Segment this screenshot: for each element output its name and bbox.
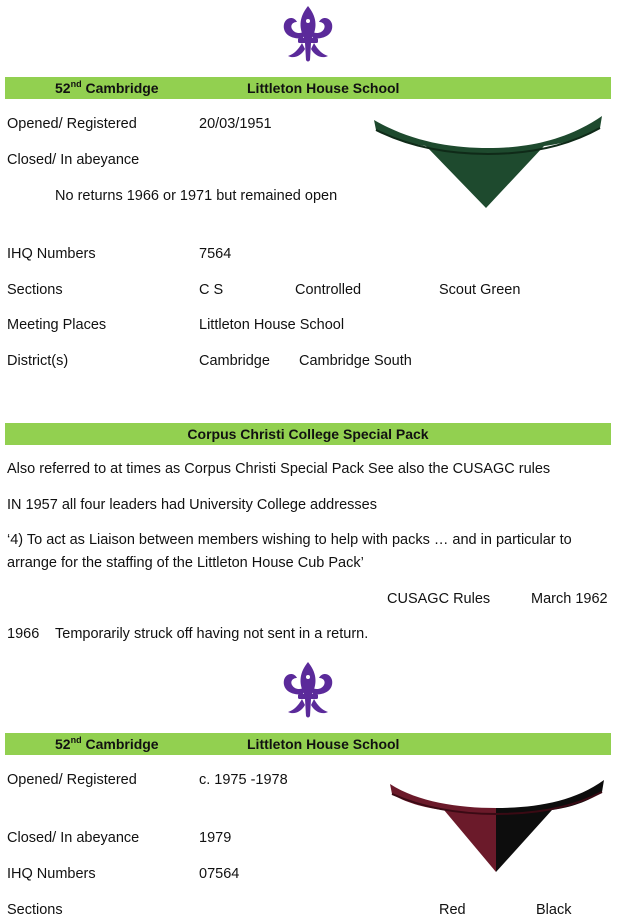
- group-sup: nd: [70, 735, 82, 745]
- sections-type: Controlled: [295, 282, 362, 298]
- section-header-bar: [5, 733, 611, 755]
- district-value-1: Cambridge: [199, 353, 270, 369]
- note: No returns 1966 or 1971 but remained open: [55, 188, 338, 204]
- quote-line-1: ‘4) To act as Liaison between members wishing to help with packs … and in particular to: [7, 532, 572, 548]
- ihq-value: 07564: [199, 866, 240, 882]
- sections-label: Sections: [7, 902, 63, 918]
- red-black-neckerchief-image: [388, 776, 606, 876]
- group-place: Cambridge: [81, 80, 159, 96]
- ihq-value: 7564: [199, 246, 232, 262]
- group-num: 52: [55, 736, 71, 752]
- meeting-value: Littleton House School: [199, 317, 345, 333]
- source-date: March 1962: [531, 591, 608, 607]
- closed-label: Closed/ In abeyance: [7, 152, 140, 168]
- closed-value: 1979: [199, 830, 232, 846]
- scout-green-neckerchief-image: [372, 112, 604, 212]
- district-label: District(s): [7, 353, 69, 369]
- section-header-bar: [5, 423, 611, 445]
- sections-colour: Scout Green: [439, 282, 521, 298]
- pack-title: Corpus Christi College Special Pack: [187, 426, 429, 442]
- district-value-2: Cambridge South: [299, 353, 412, 369]
- sections-label: Sections: [7, 282, 63, 298]
- group-place: Cambridge: [81, 736, 159, 752]
- ihq-label: IHQ Numbers: [7, 866, 96, 882]
- colour-red: Red: [439, 902, 466, 918]
- fleur-de-lis-icon: [278, 660, 338, 720]
- group-title: Littleton House School: [247, 80, 400, 96]
- year-note: Temporarily struck off having not sent in a return.: [55, 626, 369, 642]
- source: CUSAGC Rules: [387, 591, 491, 607]
- ihq-label: IHQ Numbers: [7, 246, 96, 262]
- group-num: 52: [55, 80, 71, 96]
- group-sup: nd: [70, 79, 82, 89]
- opened-label: Opened/ Registered: [7, 772, 137, 788]
- opened-value: c. 1975 -1978: [199, 772, 288, 788]
- opened-label: Opened/ Registered: [7, 116, 137, 132]
- year: 1966: [7, 626, 40, 642]
- quote-line-2: arrange for the staffing of the Littleton House Cub Pack’: [7, 555, 364, 571]
- section-header-bar: [5, 77, 611, 99]
- meeting-label: Meeting Places: [7, 317, 107, 333]
- sections-value: C S: [199, 282, 224, 298]
- group-title: Littleton House School: [247, 736, 400, 752]
- opened-value: 20/03/1951: [199, 116, 272, 132]
- pack-line-2: IN 1957 all four leaders had University College addresses: [7, 497, 377, 513]
- colour-black: Black: [536, 902, 572, 918]
- group-number: [55, 736, 159, 752]
- group-number: [55, 80, 159, 96]
- closed-label: Closed/ In abeyance: [7, 830, 140, 846]
- pack-line-1: Also referred to at times as Corpus Christi Special Pack See also the CUSAGC rules: [7, 461, 551, 477]
- fleur-de-lis-icon: [278, 4, 338, 64]
